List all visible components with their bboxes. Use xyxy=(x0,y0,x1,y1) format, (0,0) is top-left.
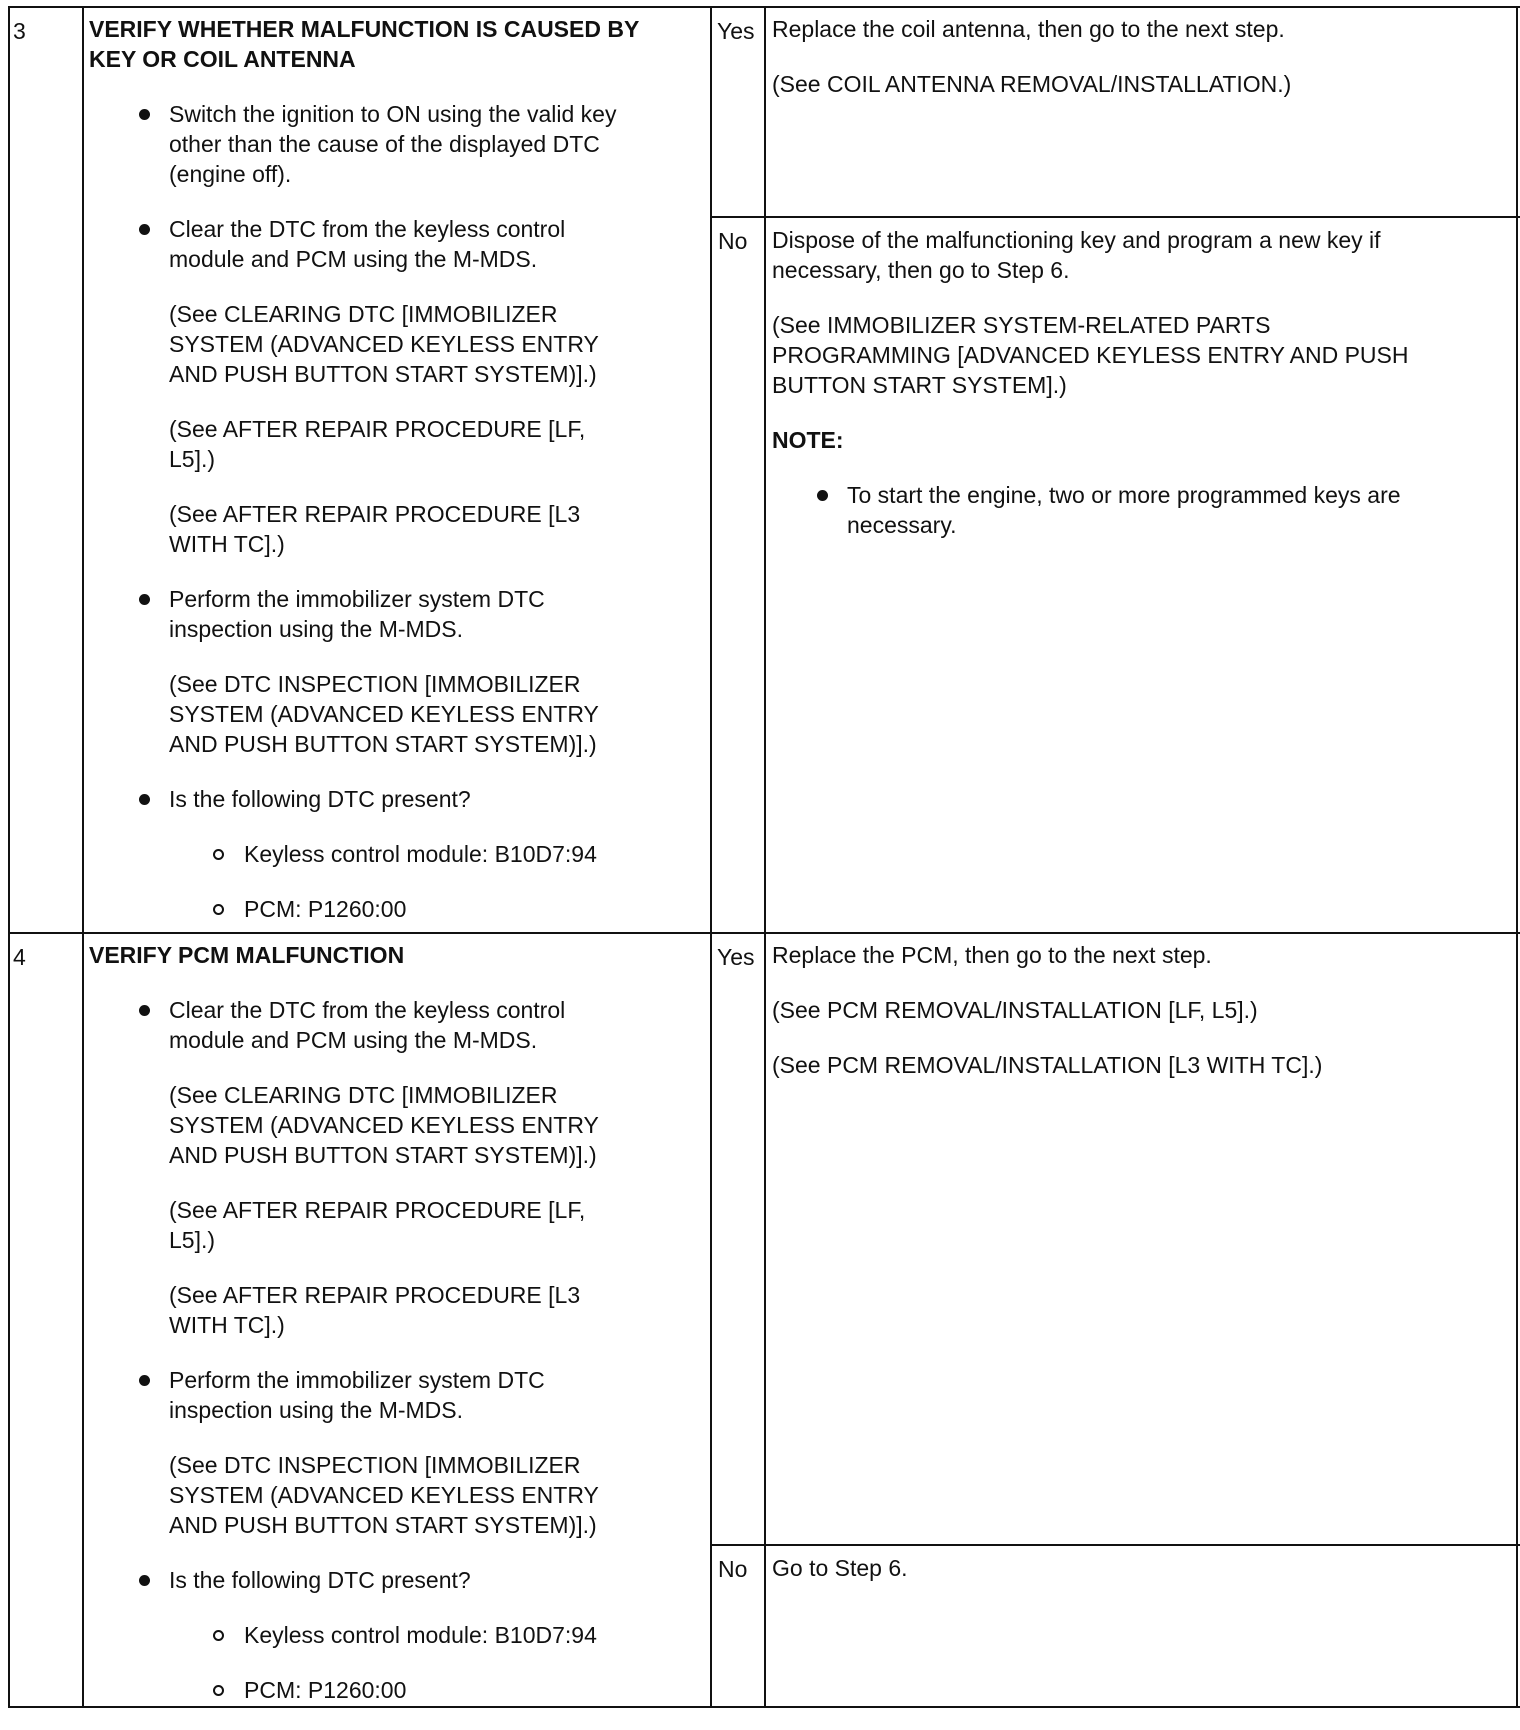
bullet-item: Perform the immobilizer system DTC inspection using the M-MDS. xyxy=(89,584,704,644)
reference-text: (See AFTER REPAIR PROCEDURE [LF, L5].) xyxy=(169,416,586,472)
note-item: To start the engine, two or more programmed keys are necessary. xyxy=(772,480,1512,540)
step-number: 4 xyxy=(13,944,26,970)
table-border-left xyxy=(8,6,10,1708)
step-title: VERIFY PCM MALFUNCTION xyxy=(89,942,405,968)
action-column-divider xyxy=(764,6,766,1708)
note-label: NOTE: xyxy=(772,427,844,453)
reference-text: (See CLEARING DTC [IMMOBILIZER SYSTEM (ADVANCED KEYLESS ENTRY AND PUSH BUTTON START SYSTEM)].) xyxy=(169,1082,599,1168)
bullet-item: Clear the DTC from the keyless control module and PCM using the M-MDS. xyxy=(89,995,704,1055)
reference-text: (See DTC INSPECTION [IMMOBILIZER SYSTEM (ADVANCED KEYLESS ENTRY AND PUSH BUTTON START SYSTEM)].) xyxy=(169,671,599,757)
bullet-item: Perform the immobilizer system DTC inspection using the M-MDS. xyxy=(89,1365,704,1425)
step-number: 3 xyxy=(13,18,26,44)
no-label: No xyxy=(718,1556,748,1582)
yes-label: Yes xyxy=(717,18,755,44)
dtc-item: Keyless control module: B10D7:94 xyxy=(89,839,704,869)
label-column-divider xyxy=(710,6,712,1708)
reference-text: (See AFTER REPAIR PROCEDURE [L3 WITH TC].) xyxy=(169,501,581,557)
no-action: Dispose of the malfunctioning key and program a new key if necessary, then go to Step 6. (See IMMOBILIZER SYSTEM-RELATED PARTS PROGRAMMING [ADVANCED KEYLESS ENTRY AND PUSH BUTTON START SYSTEM].) NOTE: To start the engine, two or more programmed keys are necessary. xyxy=(772,225,1512,565)
reference-text: (See AFTER REPAIR PROCEDURE [L3 WITH TC].) xyxy=(169,1282,581,1338)
bullet-item: Clear the DTC from the keyless control module and PCM using the M-MDS. xyxy=(89,214,704,274)
reference-text: (See AFTER REPAIR PROCEDURE [LF, L5].) xyxy=(169,1197,586,1253)
yes-action: Replace the coil antenna, then go to the next step. (See COIL ANTENNA REMOVAL/INSTALLATION.) xyxy=(772,16,1292,97)
step-3-inspection xyxy=(89,14,704,949)
bullet-item: Is the following DTC present? xyxy=(89,784,704,814)
bullet-item: Is the following DTC present? xyxy=(89,1565,704,1595)
no-action: Go to Step 6. xyxy=(772,1555,908,1581)
reference-text: (See DTC INSPECTION [IMMOBILIZER SYSTEM (ADVANCED KEYLESS ENTRY AND PUSH BUTTON START SYSTEM)].) xyxy=(169,1452,599,1538)
dtc-item: PCM: P1260:00 xyxy=(89,894,704,924)
table-border-right xyxy=(1516,6,1518,1708)
yes-label: Yes xyxy=(717,944,755,970)
reference-text: (See CLEARING DTC [IMMOBILIZER SYSTEM (ADVANCED KEYLESS ENTRY AND PUSH BUTTON START SYSTEM)].) xyxy=(169,301,599,387)
bullet-item: Switch the ignition to ON using the valid key other than the cause of the displayed DTC (engine off). xyxy=(89,99,704,189)
step3-answer-divider xyxy=(710,216,1520,218)
yes-action: Replace the PCM, then go to the next step. (See PCM REMOVAL/INSTALLATION [LF, L5].) (See PCM REMOVAL/INSTALLATION [L3 WITH TC].) xyxy=(772,942,1323,1078)
step-title: VERIFY WHETHER MALFUNCTION IS CAUSED BY KEY OR COIL ANTENNA xyxy=(89,16,640,72)
step4-answer-divider xyxy=(710,1544,1520,1546)
dtc-item: Keyless control module: B10D7:94 xyxy=(89,1620,704,1650)
number-column-divider xyxy=(82,6,84,1708)
step-4-inspection xyxy=(89,940,704,1730)
no-label: No xyxy=(718,228,748,254)
dtc-item: PCM: P1260:00 xyxy=(89,1675,704,1705)
